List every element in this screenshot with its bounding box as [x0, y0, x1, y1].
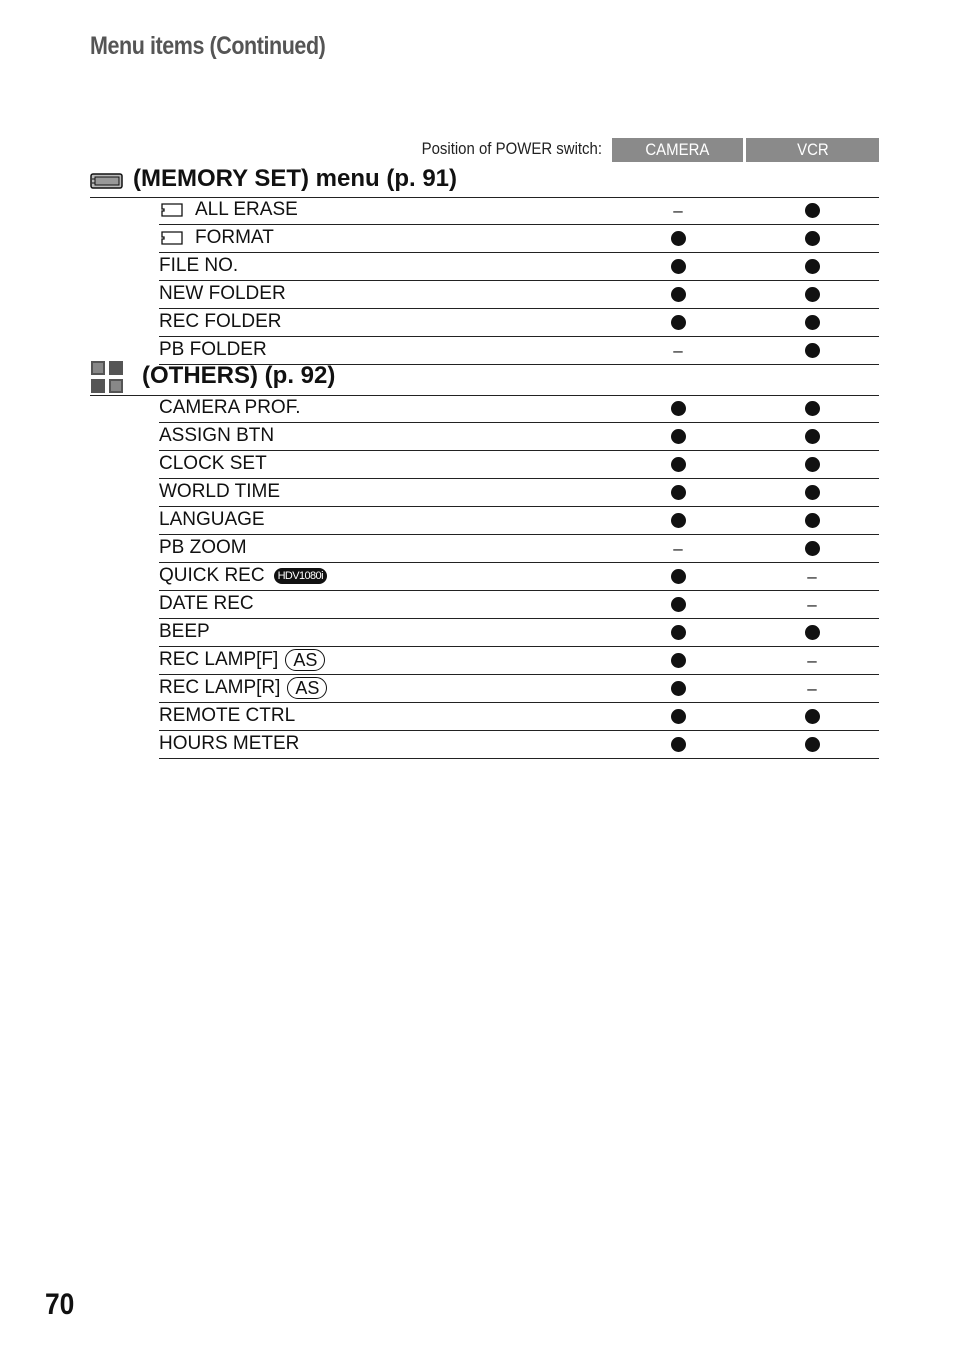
- menu-item-label: [159, 537, 247, 559]
- power-switch-label: Position of POWER switch:: [421, 139, 602, 158]
- available-dot-icon: [805, 203, 820, 218]
- menu-item-text: NEW FOLDER: [159, 283, 286, 304]
- menu-item-text: REC LAMP[R]: [159, 677, 281, 698]
- table-row: [159, 309, 879, 337]
- vcr-availability: –: [807, 595, 817, 614]
- camera-availability: [658, 591, 698, 618]
- menu-item-label: [159, 565, 327, 587]
- as-badge-icon: AS: [285, 649, 325, 671]
- available-dot-icon: [671, 709, 686, 724]
- menu-item-label: [159, 199, 298, 221]
- menu-item-label: [159, 311, 281, 333]
- table-row: [159, 563, 879, 591]
- vcr-availability: [792, 309, 832, 336]
- table-row: [159, 703, 879, 731]
- menu-item-label: [159, 649, 325, 671]
- available-dot-icon: [671, 653, 686, 668]
- menu-item-label: [159, 705, 295, 727]
- available-dot-icon: [671, 513, 686, 528]
- menu-item-label: [159, 283, 286, 305]
- memory-card-icon: [90, 173, 123, 189]
- camera-availability: –: [673, 539, 683, 558]
- memory-set-table: [159, 197, 879, 365]
- available-dot-icon: [671, 287, 686, 302]
- table-row: [159, 225, 879, 253]
- table-row: [159, 591, 879, 619]
- vcr-availability: [792, 451, 832, 478]
- menu-item-label: [159, 677, 327, 699]
- table-row: [159, 535, 879, 563]
- menu-item-text: BEEP: [159, 621, 210, 642]
- available-dot-icon: [671, 457, 686, 472]
- menu-item-text: QUICK REC: [159, 565, 265, 586]
- available-dot-icon: [805, 457, 820, 472]
- table-row: [159, 507, 879, 535]
- menu-item-text: PB FOLDER: [159, 339, 267, 360]
- vcr-availability: [792, 253, 832, 280]
- available-dot-icon: [805, 429, 820, 444]
- camera-availability: [658, 563, 698, 590]
- card-icon: [161, 231, 183, 245]
- camera-availability: [658, 619, 698, 646]
- available-dot-icon: [671, 737, 686, 752]
- vcr-availability: [792, 225, 832, 252]
- menu-item-text: LANGUAGE: [159, 509, 265, 530]
- menu-item-label: [159, 453, 267, 475]
- available-dot-icon: [805, 625, 820, 640]
- menu-item-label: [159, 509, 265, 531]
- available-dot-icon: [805, 737, 820, 752]
- available-dot-icon: [671, 485, 686, 500]
- camera-availability: [658, 731, 698, 758]
- camera-availability: [658, 281, 698, 308]
- table-row: [159, 451, 879, 479]
- menu-item-label: [159, 227, 274, 249]
- available-dot-icon: [805, 709, 820, 724]
- menu-item-text: CLOCK SET: [159, 453, 267, 474]
- available-dot-icon: [805, 401, 820, 416]
- menu-item-text: FILE NO.: [159, 255, 239, 276]
- available-dot-icon: [805, 287, 820, 302]
- section-header-memory-set: [90, 164, 879, 198]
- menu-item-text: REC FOLDER: [159, 311, 282, 332]
- others-table: [159, 395, 879, 759]
- available-dot-icon: [671, 231, 686, 246]
- menu-item-text: REMOTE CTRL: [159, 705, 296, 726]
- vcr-availability: –: [807, 679, 817, 698]
- camera-availability: [658, 479, 698, 506]
- available-dot-icon: [671, 681, 686, 696]
- camera-availability: –: [673, 201, 683, 220]
- others-grid-icon: [90, 360, 124, 394]
- available-dot-icon: [671, 429, 686, 444]
- menu-item-label: [159, 621, 210, 643]
- table-row: [159, 281, 879, 309]
- available-dot-icon: [671, 625, 686, 640]
- table-row: [159, 479, 879, 507]
- available-dot-icon: [671, 315, 686, 330]
- menu-item-label: [159, 481, 280, 503]
- vcr-availability: [792, 423, 832, 450]
- column-header-vcr: VCR: [746, 138, 879, 162]
- available-dot-icon: [671, 259, 686, 274]
- menu-item-text: REC LAMP[F]: [159, 649, 279, 670]
- menu-item-text: ALL ERASE: [195, 199, 298, 220]
- page-number: 70: [45, 1288, 75, 1321]
- camera-availability: [658, 225, 698, 252]
- camera-availability: [658, 253, 698, 280]
- menu-item-label: [159, 339, 267, 361]
- available-dot-icon: [671, 569, 686, 584]
- table-row: [159, 197, 879, 225]
- hdv1080i-badge-icon: HDV1080i: [274, 568, 327, 584]
- vcr-availability: –: [807, 651, 817, 670]
- vcr-availability: [792, 703, 832, 730]
- vcr-availability: [792, 507, 832, 534]
- available-dot-icon: [805, 343, 820, 358]
- menu-item-text: HOURS METER: [159, 733, 300, 754]
- available-dot-icon: [805, 485, 820, 500]
- vcr-availability: [792, 731, 832, 758]
- menu-item-label: [159, 733, 299, 755]
- menu-item-text: WORLD TIME: [159, 481, 281, 502]
- available-dot-icon: [805, 541, 820, 556]
- menu-item-label: [159, 425, 274, 447]
- available-dot-icon: [805, 513, 820, 528]
- menu-item-text: PB ZOOM: [159, 537, 247, 558]
- table-row: [159, 619, 879, 647]
- camera-availability: –: [673, 341, 683, 360]
- camera-availability: [658, 647, 698, 674]
- table-row: [159, 395, 879, 423]
- menu-item-text: DATE REC: [159, 593, 254, 614]
- section-title: (MEMORY SET) menu (p. 91): [133, 165, 458, 192]
- vcr-availability: –: [807, 567, 817, 586]
- camera-availability: [658, 423, 698, 450]
- camera-availability: [658, 703, 698, 730]
- power-switch-row: [0, 138, 954, 162]
- column-header-camera: CAMERA: [612, 138, 743, 162]
- card-icon: [161, 203, 183, 217]
- menu-item-label: [159, 397, 300, 419]
- available-dot-icon: [805, 315, 820, 330]
- vcr-availability: [792, 197, 832, 224]
- available-dot-icon: [671, 401, 686, 416]
- vcr-availability: [792, 395, 832, 422]
- available-dot-icon: [805, 231, 820, 246]
- menu-item-text: CAMERA PROF.: [159, 397, 301, 418]
- camera-availability: [658, 309, 698, 336]
- section-title: (OTHERS) (p. 92): [142, 362, 336, 389]
- camera-availability: [658, 451, 698, 478]
- page-header: Menu items (Continued): [90, 32, 326, 60]
- table-row: [159, 647, 879, 675]
- vcr-availability: [792, 281, 832, 308]
- table-row: [159, 731, 879, 759]
- menu-item-text: FORMAT: [195, 227, 274, 248]
- camera-availability: [658, 507, 698, 534]
- menu-item-text: ASSIGN BTN: [159, 425, 275, 446]
- section-header-others: [90, 360, 879, 396]
- table-row: [159, 253, 879, 281]
- available-dot-icon: [805, 259, 820, 274]
- menu-item-label: [159, 255, 238, 277]
- table-row: [159, 675, 879, 703]
- table-row: [159, 423, 879, 451]
- menu-item-label: [159, 593, 254, 615]
- camera-availability: [658, 395, 698, 422]
- vcr-availability: [792, 619, 832, 646]
- as-badge-icon: AS: [287, 677, 327, 699]
- vcr-availability: [792, 479, 832, 506]
- available-dot-icon: [671, 597, 686, 612]
- vcr-availability: [792, 535, 832, 562]
- camera-availability: [658, 675, 698, 702]
